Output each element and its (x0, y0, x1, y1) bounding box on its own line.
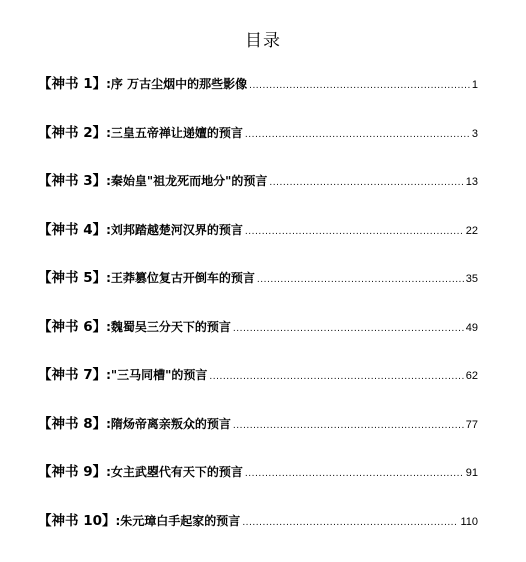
entry-tag: 【神书 9】 (38, 464, 107, 480)
dot-leader (269, 173, 463, 193)
toc-title: 目录 (245, 31, 281, 51)
toc-entry[interactable] (38, 171, 478, 220)
dot-leader (245, 464, 464, 484)
entry-page-number: 1 (471, 79, 478, 91)
entry-title: :魏蜀吴三分天下的预言 (106, 319, 231, 334)
toc-list (38, 74, 478, 559)
entry-tag: 【神书 1】 (38, 76, 107, 92)
entry-title: :序 万古尘烟中的那些影像 (106, 77, 248, 91)
entry-tag: 【神书 4】 (38, 221, 107, 238)
dot-leader (245, 222, 464, 242)
entry-page-number: 35 (465, 273, 478, 285)
dot-leader (257, 270, 464, 290)
dot-leader (209, 367, 463, 387)
dot-leader (242, 513, 458, 533)
entry-page-number: 110 (460, 515, 478, 528)
toc-entry[interactable] (38, 511, 478, 560)
entry-tag: 【神书 3】 (38, 173, 107, 189)
entry-title: :刘邦踏越楚河汉界的预言 (106, 222, 243, 237)
entry-title: :"三马同槽"的预言 (106, 368, 208, 382)
toc-entry[interactable] (38, 123, 478, 172)
entry-page-number: 91 (465, 467, 478, 479)
entry-tag: 【神书 2】 (38, 124, 107, 141)
dot-leader (245, 125, 470, 145)
entry-page-number: 62 (465, 370, 478, 382)
toc-entry[interactable] (38, 365, 478, 414)
toc-entry[interactable] (38, 414, 478, 463)
entry-tag: 【神书 7】 (38, 367, 107, 383)
entry-title: :朱元璋白手起家的预言 (115, 513, 241, 528)
toc-entry[interactable] (38, 462, 478, 511)
toc-entry[interactable] (38, 317, 478, 366)
entry-page-number: 49 (465, 321, 478, 334)
toc-entry[interactable] (38, 74, 478, 123)
entry-page-number: 3 (471, 127, 478, 140)
entry-tag: 【神书 5】 (38, 270, 107, 286)
entry-tag: 【神书 6】 (38, 318, 107, 335)
entry-title: :女主武曌代有天下的预言 (106, 465, 243, 479)
toc-entry[interactable] (38, 268, 478, 317)
entry-tag: 【神书 8】 (38, 415, 107, 432)
toc-entry[interactable] (38, 220, 478, 269)
entry-tag: 【神书 10】 (38, 512, 116, 529)
dot-leader (233, 319, 464, 339)
entry-title: :秦始皇"祖龙死而地分"的预言 (106, 174, 268, 188)
entry-title: :王莽篡位复古开倒车的预言 (106, 271, 255, 285)
dot-leader (233, 416, 464, 436)
entry-page-number: 22 (465, 224, 478, 237)
entry-page-number: 13 (465, 176, 478, 188)
entry-title: :三皇五帝禅让递嬗的预言 (106, 125, 243, 140)
dot-leader (249, 76, 470, 96)
entry-page-number: 77 (465, 418, 478, 431)
entry-title: :隋炀帝离亲叛众的预言 (106, 416, 231, 431)
